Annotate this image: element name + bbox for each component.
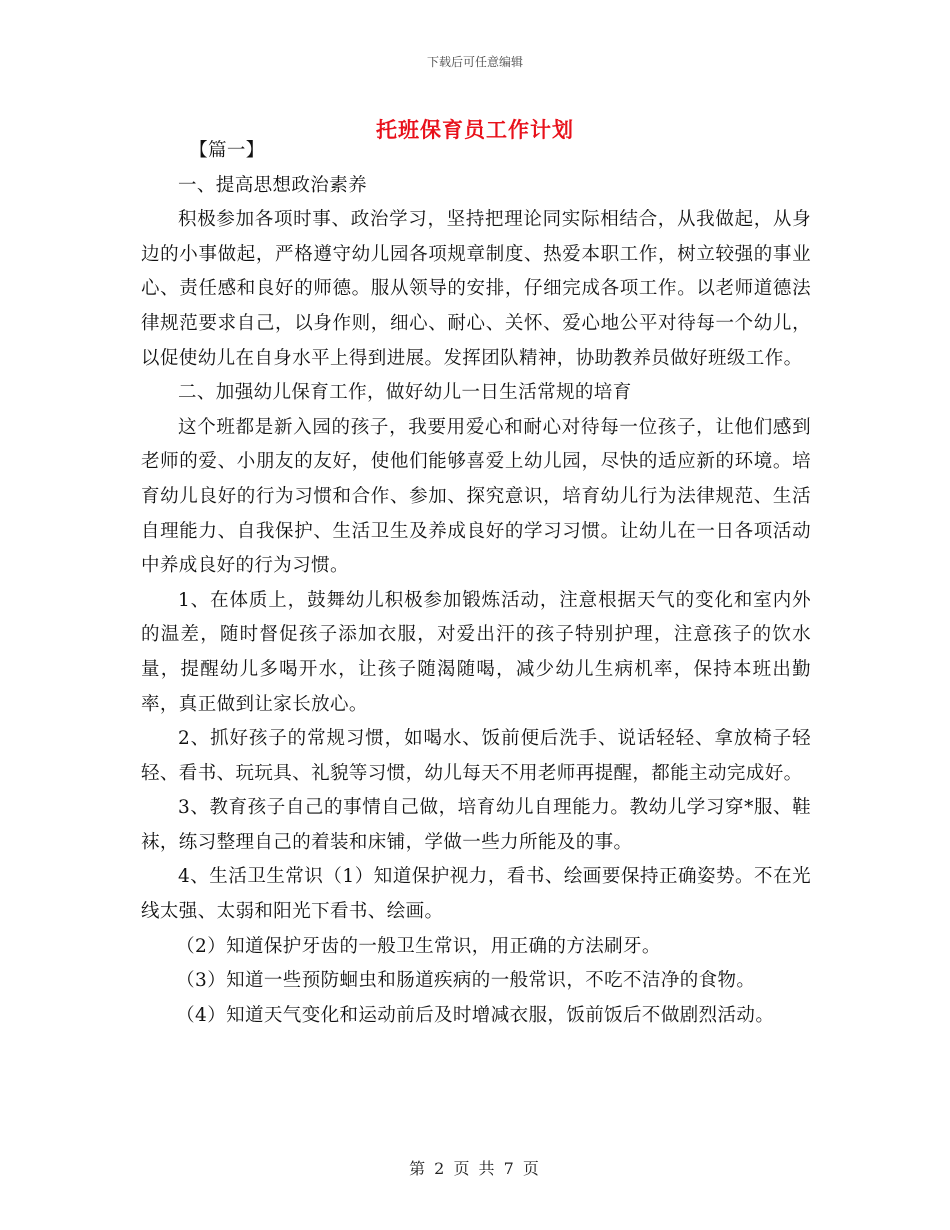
- body-paragraph: 这个班都是新入园的孩子，我要用爱心和耐心对待每一位孩子，让他们感到老师的爱、小朋友的友好，使他们能够喜爱上幼儿园，尽快的适应新的环境。培育幼儿良好的行为习惯和合作、参加、探究意识，培育幼儿行为法律规范、生活自理能力、自我保护、生活卫生及养成良好的学习习惯。让幼儿在一日各项活动中养成良好的行为习惯。: [141, 416, 811, 577]
- body-paragraph: 积极参加各项时事、政治学习，坚持把理论同实际相结合，从我做起，从身边的小事做起，严格遵守幼儿园各项规章制度、热爱本职工作，树立较强的事业心、责任感和良好的师德。服从领导的安排，仔细完成各项工作。以老师道德法律规范要求自己，以身作则，细心、耐心、关怀、爱心地公平对待每一个幼儿，以促使幼儿在自身水平上得到进展。发挥团队精神，协助教养员做好班级工作。: [141, 209, 811, 369]
- sub-list-item: （4）知道天气变化和运动前后及时增减衣服，饭前饭后不做剧烈活动。: [176, 1004, 775, 1026]
- sub-list-item: （3）知道一些预防蛔虫和肠道疾病的一般常识，不吃不洁净的食物。: [176, 970, 756, 992]
- sub-list-item: （2）知道保护牙齿的一般卫生常识，用正确的方法刷牙。: [176, 935, 661, 957]
- document-body: [141, 134, 811, 1033]
- page-footer-number: 第 2 页 共 7 页: [409, 1159, 541, 1178]
- list-item: 2、抓好孩子的常规习惯，如喝水、饭前便后洗手、说话轻轻、拿放椅子轻轻、看书、玩玩具、礼貌等习惯，幼儿每天不用老师再提醒，都能主动完成好。: [141, 728, 811, 784]
- section-heading-1: 一、提高思想政治素养: [178, 174, 368, 196]
- list-item: 1、在体质上，鼓舞幼儿积极参加锻炼活动，注意根据天气的变化和室内外的温差，随时督促孩子添加衣服，对爱出汗的孩子特别护理，注意孩子的饮水量，提醒幼儿多喝开水，让孩子随渴随喝，减少幼儿生病机率，保持本班出勤率，真正做到让家长放心。: [141, 589, 811, 715]
- document-title: 托班保育员工作计划: [376, 118, 574, 142]
- section-tag: 【篇一】: [189, 140, 265, 161]
- page-header-note: 下载后可任意编辑: [426, 55, 523, 69]
- list-item: 3、教育孩子自己的事情自己做，培育幼儿自理能力。教幼儿学习穿*服、鞋袜，练习整理自己的着装和床铺，学做一些力所能及的事。: [141, 797, 811, 853]
- list-item: 4、生活卫生常识（1）知道保护视力，看书、绘画要保持正确姿势。不在光线太强、太弱和阳光下看书、绘画。: [141, 866, 811, 923]
- section-heading-2: 二、加强幼儿保育工作，做好幼儿一日生活常规的培育: [178, 382, 632, 404]
